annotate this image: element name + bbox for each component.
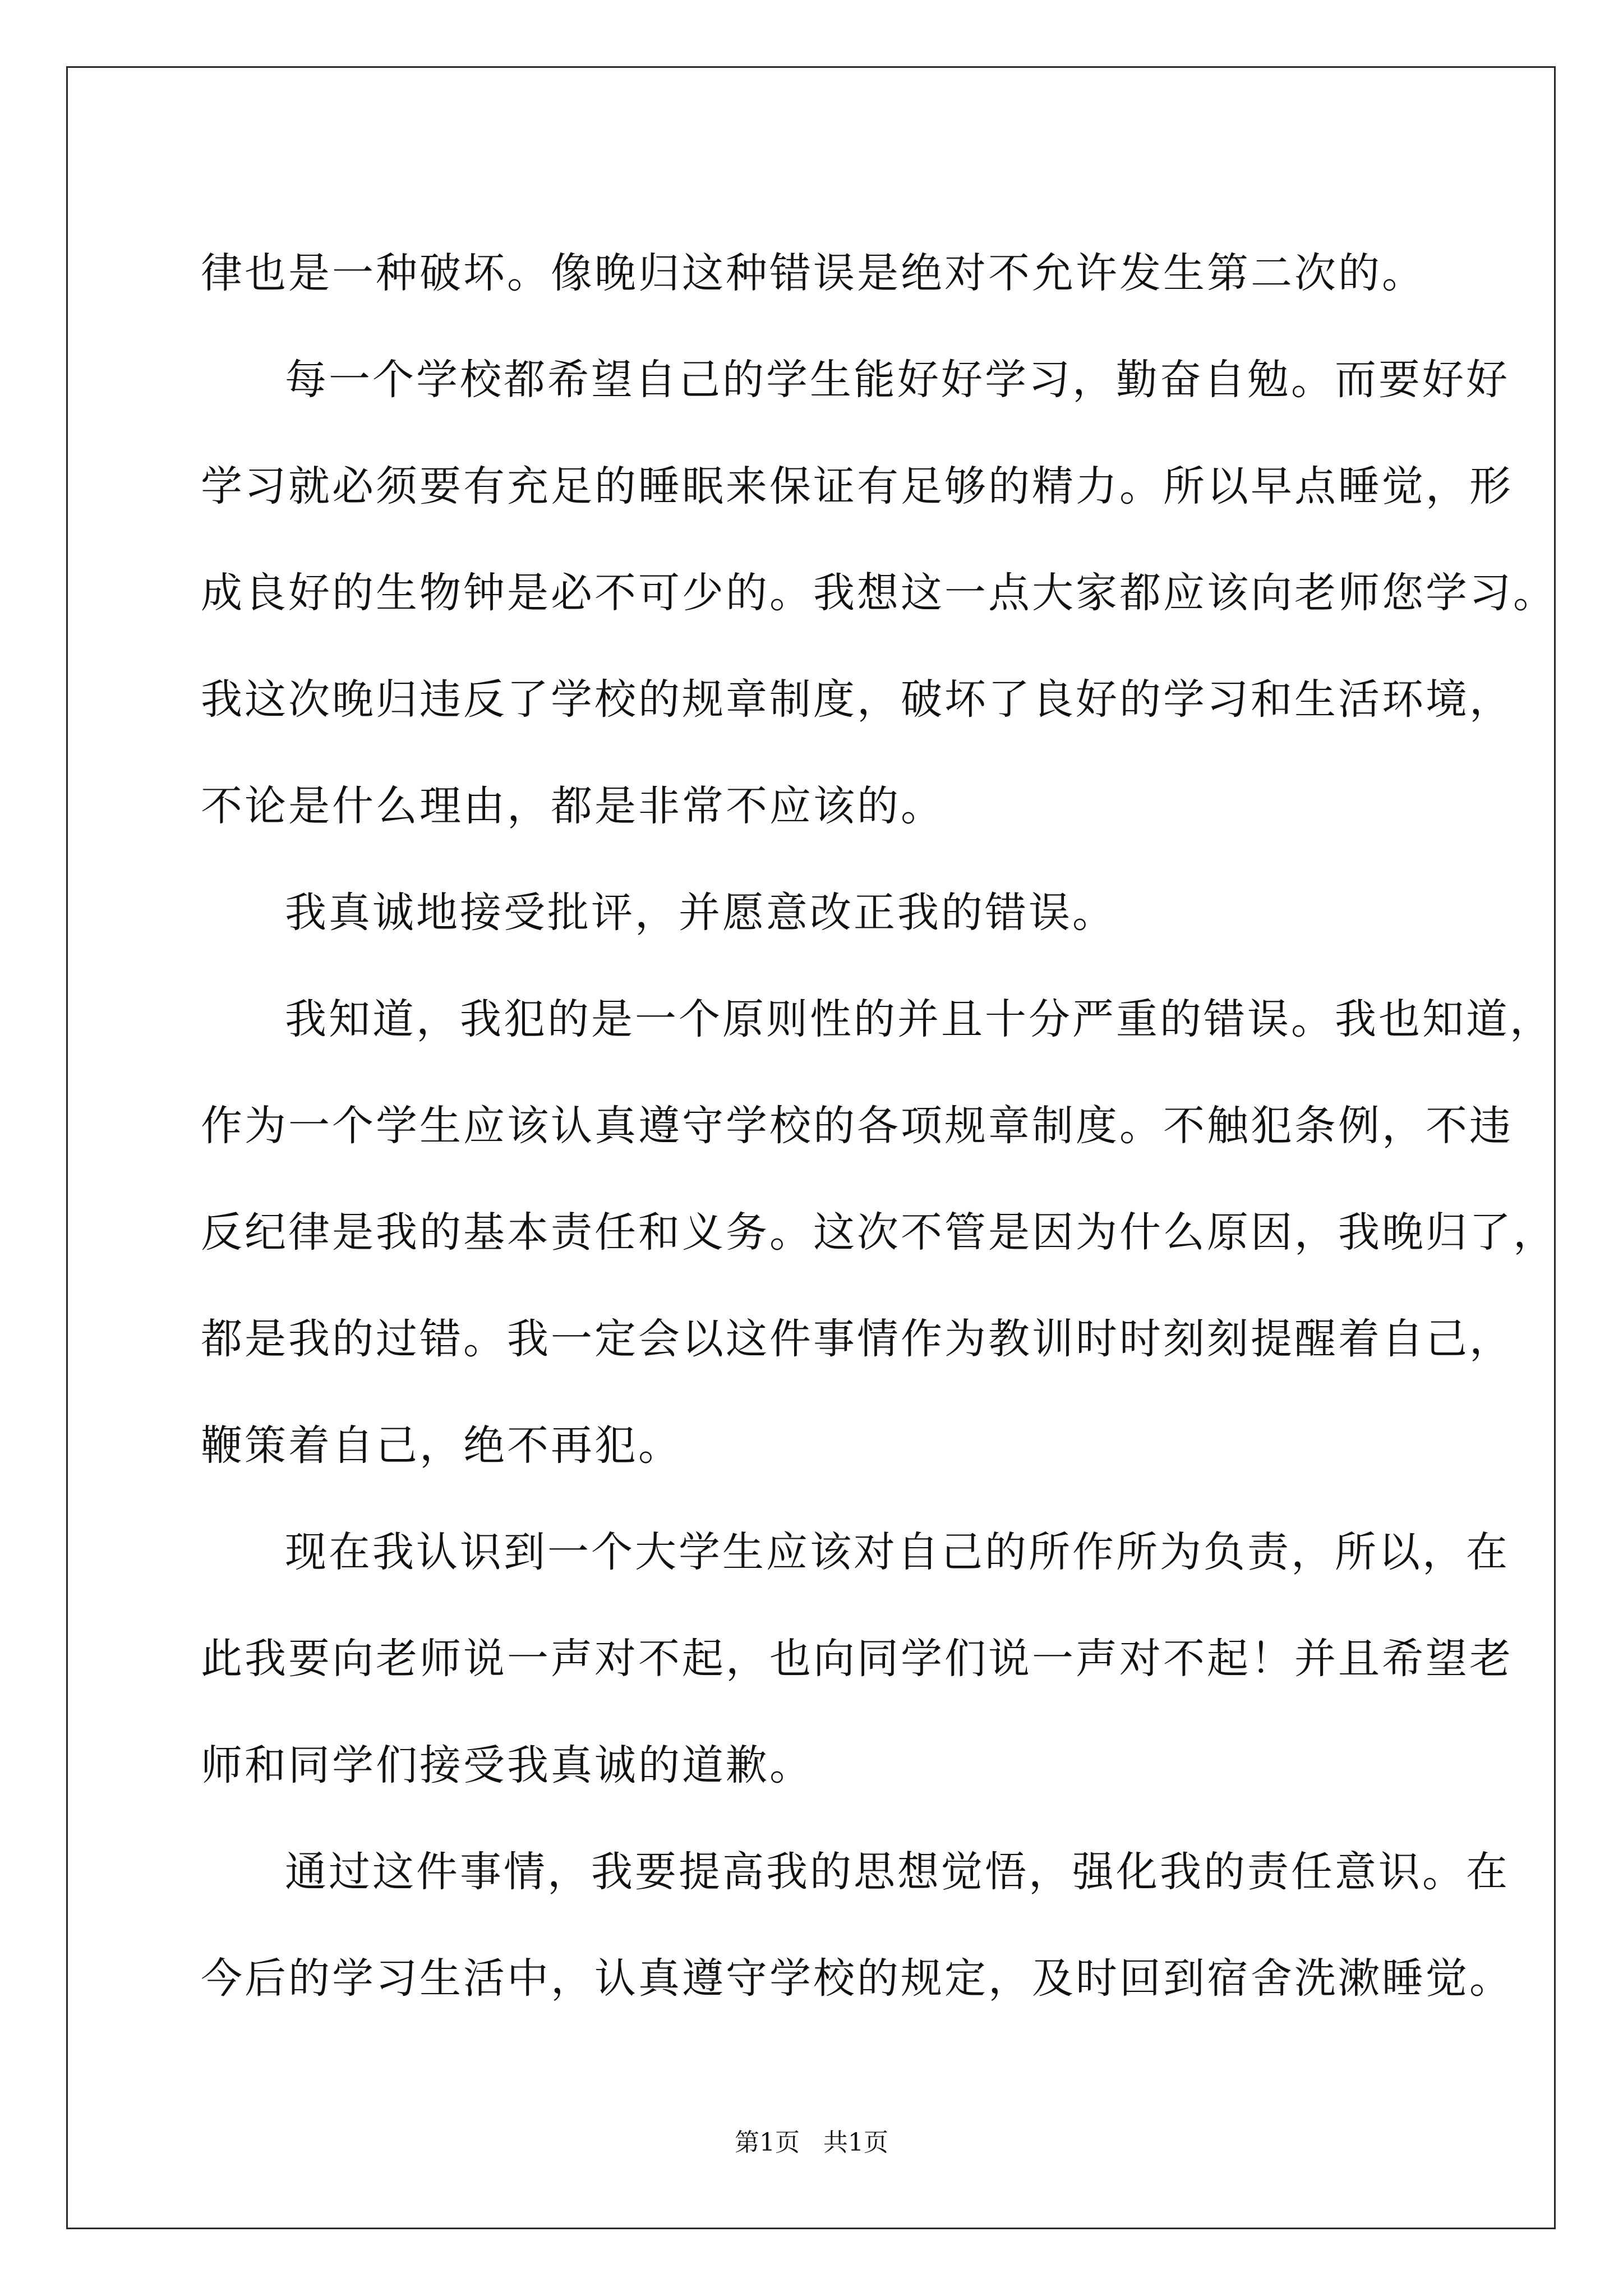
text-line-12: 鞭策着自己，绝不再犯。 — [201, 1421, 682, 1470]
text-line-5: 我这次晚归违反了学校的规章制度，破坏了良好的学习和生活环境， — [201, 675, 1513, 724]
text-line-2: 每一个学校都希望自己的学生能好好学习，勤奋自勉。而要好好 — [285, 356, 1510, 404]
document-body — [201, 220, 1557, 2032]
text-line-13: 现在我认识到一个大学生应该对自己的所作所为负责，所以，在 — [285, 1528, 1510, 1576]
text-line-15: 师和同学们接受我真诚的道歉。 — [201, 1741, 813, 1789]
page-number-footer: 第1页 共1页 — [735, 2128, 888, 2157]
text-line-16: 通过这件事情，我要提高我的思想觉悟，强化我的责任意识。在 — [285, 1848, 1510, 1896]
text-line-1: 律也是一种破坏。像晚归这种错误是绝对不允许发生第二次的。 — [201, 249, 1426, 297]
text-line-14: 此我要向老师说一声对不起，也向同学们说一声对不起！并且希望老 — [201, 1635, 1513, 1683]
text-line-10: 反纪律是我的基本责任和义务。这次不管是因为什么原因，我晚归了， — [201, 1208, 1557, 1257]
text-line-7: 我真诚地接受批评，并愿意改正我的错误。 — [285, 889, 1116, 937]
text-line-4: 成良好的生物钟是必不可少的。我想这一点大家都应该向老师您学习。 — [201, 569, 1557, 617]
text-line-9: 作为一个学生应该认真遵守学校的各项规章制度。不触犯条例，不违 — [201, 1102, 1513, 1150]
text-line-17: 今后的学习生活中，认真遵守学校的规定，及时回到宿舍洗漱睡觉。 — [201, 1954, 1513, 2003]
text-line-6: 不论是什么理由，都是非常不应该的。 — [201, 782, 944, 830]
text-line-3: 学习就必须要有充足的睡眠来保证有足够的精力。所以早点睡觉，形 — [201, 462, 1513, 510]
text-line-8: 我知道，我犯的是一个原则性的并且十分严重的错误。我也知道， — [285, 995, 1553, 1043]
text-line-11: 都是我的过错。我一定会以这件事情作为教训时时刻刻提醒着自己， — [201, 1315, 1513, 1363]
